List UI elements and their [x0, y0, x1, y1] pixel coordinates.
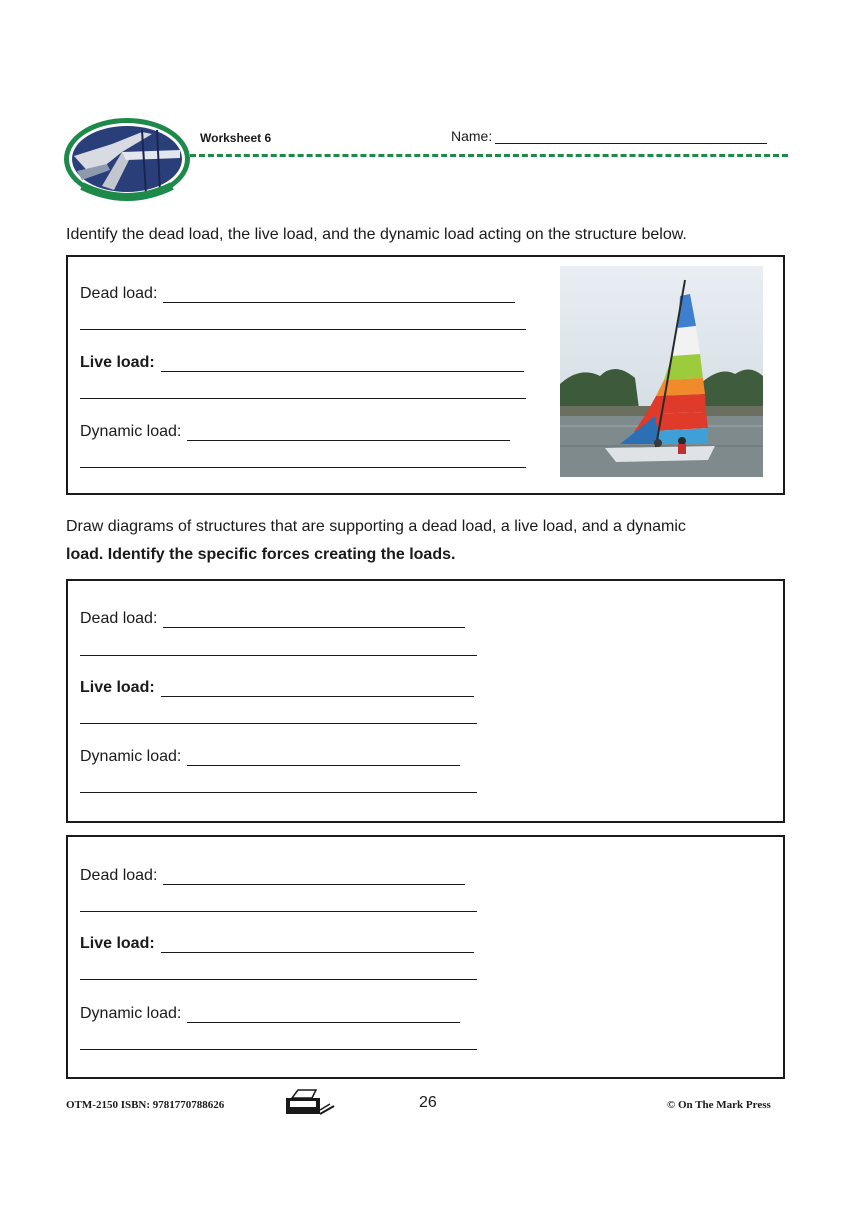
live-load-row — [80, 933, 474, 953]
dead-load-label: Dead load: — [80, 285, 158, 302]
worksheet-title: Worksheet 6 — [200, 131, 272, 145]
dead-load-answer-line[interactable] — [163, 288, 515, 303]
diagram-box-1 — [66, 579, 785, 823]
name-input-line[interactable] — [495, 131, 767, 144]
answer-blank-line[interactable] — [80, 467, 526, 468]
dynamic-load-row — [80, 746, 460, 766]
name-field — [451, 128, 767, 144]
worksheet-logo-image — [62, 116, 192, 202]
diagram-box-2 — [66, 835, 785, 1079]
part2-plain-text: Draw diagrams of structures that are supporting a dead load, a live load, and a dynamic — [66, 518, 686, 535]
name-label: Name: — [451, 128, 493, 144]
answer-blank-line[interactable] — [80, 723, 477, 724]
dynamic-load-answer-line[interactable] — [187, 1008, 460, 1023]
dynamic-load-row — [80, 421, 510, 441]
page-number: 26 — [419, 1094, 437, 1111]
live-load-row — [80, 677, 474, 697]
dynamic-load-label: Dynamic load: — [80, 1005, 182, 1022]
answer-blank-line[interactable] — [80, 398, 526, 399]
header-dashed-divider — [190, 154, 788, 157]
answer-blank-line[interactable] — [80, 792, 477, 793]
live-load-answer-line[interactable] — [161, 938, 474, 953]
dynamic-load-answer-line[interactable] — [187, 426, 510, 441]
dead-load-row — [80, 608, 465, 628]
dead-load-label: Dead load: — [80, 610, 158, 627]
answer-blank-line[interactable] — [80, 655, 477, 656]
part2-instruction — [66, 513, 786, 569]
answer-blank-line[interactable] — [80, 979, 477, 980]
live-load-label: Live load: — [80, 935, 155, 952]
answer-blank-line[interactable] — [80, 1049, 477, 1050]
dead-load-answer-line[interactable] — [163, 613, 465, 628]
dynamic-load-label: Dynamic load: — [80, 748, 182, 765]
dead-load-label: Dead load: — [80, 867, 158, 884]
dead-load-row — [80, 865, 465, 885]
live-load-label: Live load: — [80, 354, 155, 371]
live-load-label: Live load: — [80, 679, 155, 696]
dead-load-row — [80, 283, 515, 303]
answer-blank-line[interactable] — [80, 329, 526, 330]
part1-instruction: Identify the dead load, the live load, and the dynamic load acting on the structure below. — [66, 226, 687, 243]
dynamic-load-answer-line[interactable] — [187, 751, 460, 766]
live-load-answer-line[interactable] — [161, 682, 474, 697]
live-load-row — [80, 352, 524, 372]
footer-code-isbn: OTM-2150 ISBN: 9781770788626 — [66, 1099, 225, 1111]
dead-load-answer-line[interactable] — [163, 870, 465, 885]
sailboat-photo — [560, 266, 763, 477]
live-load-answer-line[interactable] — [161, 357, 524, 372]
footer-copyright: © On The Mark Press — [667, 1099, 771, 1111]
dynamic-load-label: Dynamic load: — [80, 423, 182, 440]
part2-bold-text: load. Identify the specific forces creating the loads. — [66, 546, 456, 563]
dynamic-load-row — [80, 1003, 460, 1023]
printer-icon — [284, 1088, 336, 1116]
answer-blank-line[interactable] — [80, 911, 477, 912]
